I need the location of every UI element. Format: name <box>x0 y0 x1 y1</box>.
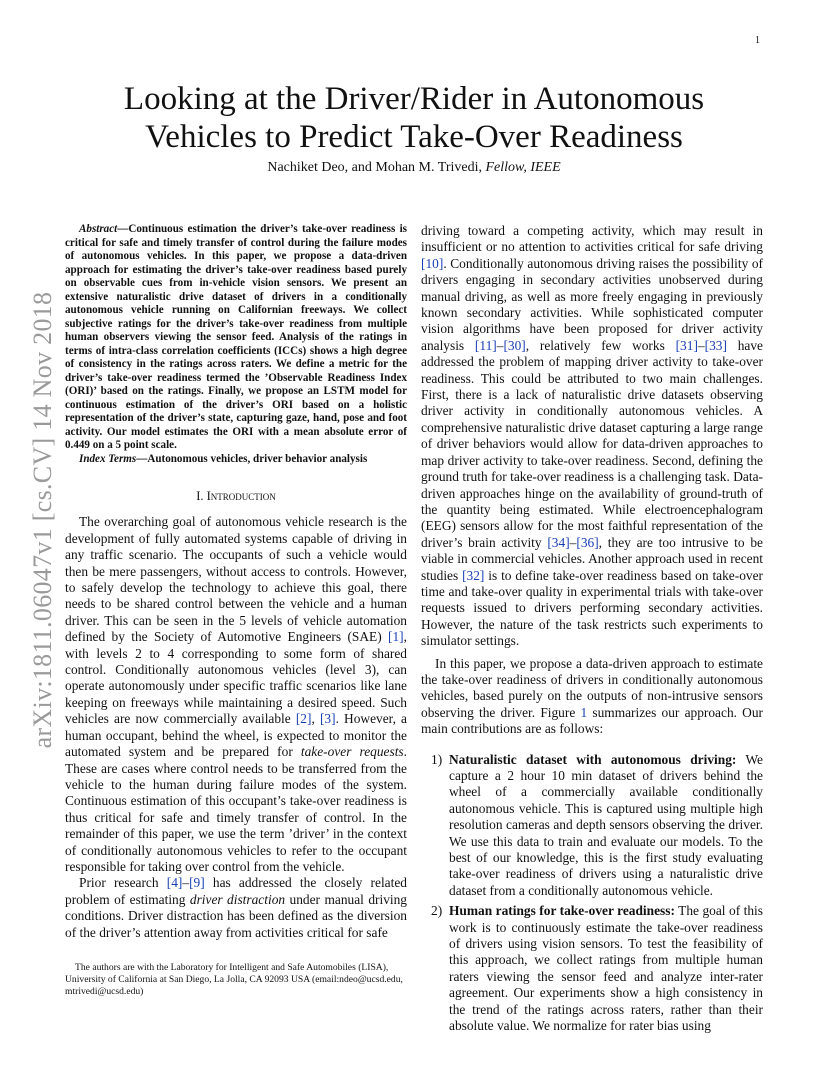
text-run: – <box>182 875 190 891</box>
citation-link[interactable]: [3] <box>319 711 336 727</box>
index-terms-label: Index Terms <box>79 452 137 465</box>
contribution-heading: Human ratings for take-over readiness: <box>449 903 675 919</box>
section-title: Introduction <box>206 489 276 503</box>
citation-link[interactable]: [1] <box>388 629 404 645</box>
text-run: , relatively few works <box>525 337 676 353</box>
text-run: – <box>496 337 504 353</box>
text-run: . These are cases where control needs to be transferred from the vehicle to the human during failure modes of the system. Continuous estimation of this occupant’s take-over readiness is thus critical for safe and timely transfer of control. In the remainder of this paper, we use the term ’driver’ in the context of conditionally autonomous vehicles to refer to the occupant responsible for taking over control from the vehicle. <box>65 744 407 874</box>
index-terms-text: —Autonomous vehicles, driver behavior analysis <box>136 452 368 465</box>
contribution-item <box>421 752 763 900</box>
citation-link[interactable]: [10] <box>421 255 444 271</box>
text-run: is to define take-over readiness based on take-over time and take-over quality in experimental trials with take-over requests issued to drivers performing secondary activities. However, the nature of the task restricts such experiments to simulator settings. <box>421 567 763 649</box>
contribution-text: The goal of this work is to continuously estimate the take-over readiness of drivers using vision sensors. To test the feasibility of this approach, we collect ratings from multiple human raters viewing the sensor feed and analyze inter-rater agreement. Our experiments show a high consistency in the trend of the ratings across raters, rather than their absolute value. We normalize for rater bias using <box>449 903 763 1034</box>
text-run: – <box>697 337 705 353</box>
text-run: , they are too intrusive to be viable in commercial vehicles. Another approach used in recent studies <box>421 534 763 583</box>
author-names: Nachiket Deo, and Mohan M. Trivedi, <box>267 160 486 175</box>
text-run: In this paper, we propose a data-driven approach to estimate the take-over readiness of drivers in conditionally autonomous vehicles, based purely on the outputs of non-intrusive sensors observing the driver. Figure <box>421 655 763 720</box>
citation-link[interactable]: [2] <box>295 711 312 727</box>
intro-paragraph-3 <box>421 223 763 650</box>
contribution-text: We capture a 2 hour 10 min dataset of drivers behind the wheel of a commercially available conditionally autonomous vehicle. This is captured using multiple high resolution cameras and depth sensors observing the driver. We use this data to train and evaluate our models. To the best of our knowledge, this is the first study evaluating take-over readiness of drivers using a naturalistic drive dataset from a conditionally autonomous vehicle. <box>449 751 763 898</box>
citation-link[interactable]: [33] <box>704 337 727 353</box>
abstract-label: Abstract <box>79 223 118 235</box>
text-run: have addressed the problem of mapping driver activity to take-over readiness. This could be attributed to two main challenges. First, there is a lack of naturalistic drive datasets observing driver activity in conditionally autonomous vehicles. A comprehensive naturalistic drive dataset capturing a large range of driver behaviors would allow for data-driven approaches to map driver activity to take-over readiness. Second, defining the ground truth for take-over readiness is a challenging task. Data-driven approaches hinge on the availability of ground-truth of the quantity being estimated. While electroencephalogram (EEG) sensors allow for the most faithful representation of the driver’s brain activity <box>421 337 763 550</box>
abstract-text: —Continuous estimation the driver’s take-over readiness is critical for safe and timely transfer of control during the failure modes of autonomous vehicles. In this paper, we propose a data-driven approach for estimating the driver’s take-over readiness based purely on observable cues from in-vehicle vision sensors. We present an extensive naturalistic drive dataset of drivers in a conditionally autonomous vehicle running on Californian freeways. We collect subjective ratings for the driver’s take-over readiness from multiple human observers viewing the sensor feed. Analysis of the ratings in terms of intra-class correlation coefficients (ICCs) shows a high degree of consistency in the ratings across raters. We define a metric for the driver’s take-over readiness termed the ’Observable Readiness Index (ORI)’ based on the ratings. Finally, we propose an LSTM model for continuous estimation of the driver’s ORI based on a holistic representation of the driver’s state, capturing gaze, hand, pose and foot activity. Our model estimates the ORI with a mean absolute error of 0.449 on a 5 point scale. <box>65 223 407 451</box>
contribution-number: 1) <box>431 751 443 767</box>
citation-link[interactable]: [32] <box>462 567 485 583</box>
figure-link[interactable]: 1 <box>580 704 588 720</box>
citation-link[interactable]: [30] <box>503 337 526 353</box>
citation-link[interactable]: [9] <box>189 875 205 891</box>
contribution-heading: Naturalistic dataset with autonomous driving: <box>449 751 737 767</box>
text-run: The overarching goal of autonomous vehicle research is the development of fully automated systems capable of driving in any traffic scenario. The occupants of such a vehicle would then be mere passengers, without access to controls. However, to safely develop the technology to achieve this goal, there needs to be shared control between the vehicle and a human driver. This can be seen in the 5 levels of vehicle automation defined by the Society of Automotive Engineers (SAE) <box>65 514 407 645</box>
text-run: Prior research <box>79 875 167 891</box>
section-number: I. <box>196 489 207 503</box>
citation-link[interactable]: [31] <box>675 337 698 353</box>
right-column <box>421 223 763 1039</box>
page-number: 1 <box>755 35 760 46</box>
text-run: under manual driving conditions. Driver distraction has been defined as the diversion of the driver’s attention away from activities critical for safe <box>65 891 407 940</box>
citation-link[interactable]: [11] <box>474 337 497 353</box>
emphasis: take-over requests <box>300 744 404 760</box>
left-column <box>65 223 407 941</box>
intro-paragraph-1 <box>65 514 407 875</box>
author-footnote: The authors are with the Laboratory for Intelligent and Safe Automobiles (LISA), University of California at San Diego, La Jolla, CA 92093 USA (email:ndeo@ucsd.edu, mtrivedi@ucsd.edu) <box>65 962 403 997</box>
text-run: – <box>569 534 577 550</box>
arxiv-identifier: arXiv:1811.06047v1 [cs.CV] 14 Nov 2018 <box>28 291 57 749</box>
text-run: has addressed the closely related problem of estimating <box>65 875 407 907</box>
author-fellow: Fellow, IEEE <box>485 160 561 175</box>
emphasis: driver distraction <box>189 891 286 907</box>
text-run: , <box>311 711 320 727</box>
text-run: driving toward a competing activity, which may result in insufficient or no attention to activities critical for safe driving <box>421 223 763 255</box>
citation-link[interactable]: [36] <box>576 534 599 550</box>
contributions-list <box>421 752 763 1035</box>
text-run: summarizes our approach. Our main contributions are as follows: <box>421 704 763 737</box>
text-run: . Conditionally autonomous driving raises the possibility of drivers engaging in secondary activities unobserved during manual driving, as well as more freely engaging in previously known secondary activities. While sophisticated computer vision algorithms have been proposed for driver activity analysis <box>421 255 763 353</box>
contribution-item <box>421 903 763 1034</box>
abstract <box>65 223 407 453</box>
author-line <box>90 160 738 176</box>
citation-link[interactable]: [4] <box>166 875 183 891</box>
intro-paragraph-2 <box>65 875 407 941</box>
text-run: , with levels 2 to 4 corresponding to some form of shared control. Conditionally autonomous vehicles (level 3), can operate autonomously under specific traffic scenarios like lane keeping on freeways while maintaining a desired speed. Such vehicles are now commercially available <box>65 629 407 727</box>
section-heading <box>65 488 407 504</box>
citation-link[interactable]: [34] <box>547 534 570 550</box>
paper-title: Looking at the Driver/Rider in Autonomous Vehicles to Predict Take-Over Readiness <box>123 81 705 155</box>
contribution-number: 2) <box>431 903 443 919</box>
index-terms <box>65 453 407 467</box>
intro-paragraph-4 <box>421 656 763 738</box>
text-run: . However, a human occupant, behind the wheel, is expected to monitor the automated system and be prepared for <box>65 711 408 760</box>
